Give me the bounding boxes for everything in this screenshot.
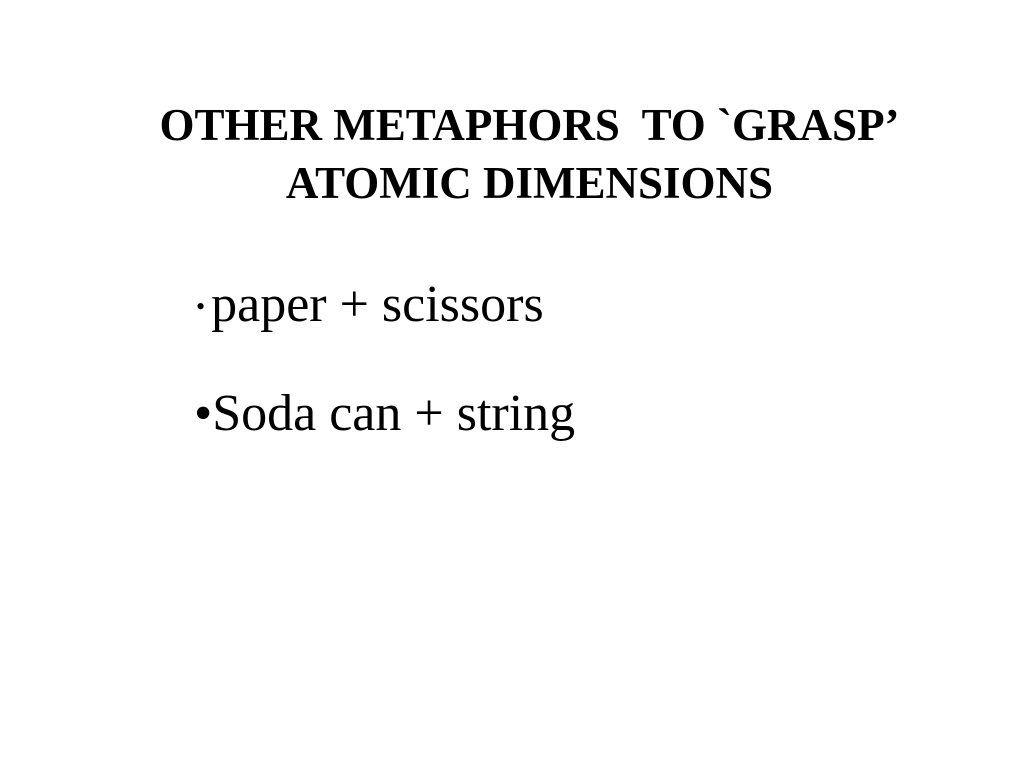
title-line-1: OTHER METAPHORS TO `GRASP’: [159, 100, 900, 150]
bullet-item-paper-scissors: [172, 263, 544, 347]
bullet-text: Soda can + string: [212, 385, 576, 442]
title-line-2: ATOMIC DIMENSIONS: [285, 158, 774, 208]
bullet-item-soda-can-string: [170, 372, 575, 456]
bullet-marker: •: [194, 385, 213, 442]
bullet-text: paper + scissors: [211, 276, 544, 333]
bullet-marker: •: [196, 292, 206, 321]
